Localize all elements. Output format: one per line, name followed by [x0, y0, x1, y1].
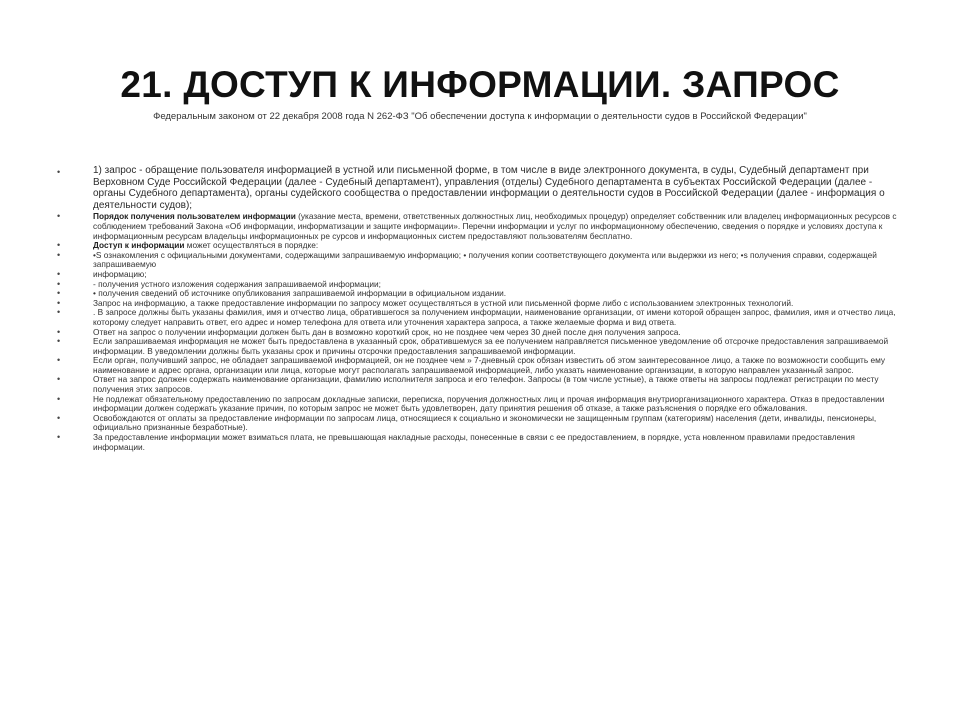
- list-item: [55, 414, 905, 433]
- list-item: [55, 337, 905, 356]
- list-item: [55, 212, 905, 241]
- list-item-bold-text: Доступ к информации: [93, 240, 185, 251]
- list-item-text: Ответ на запрос должен содержать наименование организации, фамилию исполнителя запроса и его телефон. Запросы (в том числе устные), а также ответы на запросы подлежат регистрации по месту получения этих запросов.: [93, 374, 879, 395]
- list-item: [55, 308, 905, 327]
- list-item-text: Ответ на запрос о получении информации должен быть дан в возможно короткий срок, но не позднее чем через 30 дней после дня получения запроса.: [93, 326, 681, 337]
- list-item-text: Не подлежат обязательному предоставлению по запросам докладные записки, переписка, поручения должностных лиц и прочая информация внутриорганизационного характера. Отказ в предоставлении информации должен содержать указание причин, по которым запрос не может быть удовлетворен, дату принятия решения об отказе, а также разъяснения о порядке его обжалования.: [93, 393, 885, 414]
- list-item-text: . В запросе должны быть указаны фамилия, имя и отчество лица, обратившегося за получением информации, наименование организации, от имени которой обращен запрос, фамилия, имя и отчество лица, которому следует направить ответ, его адрес и номер телефона для ответа или уточнения характера запроса, а также желаемые форма и вид ответа.: [93, 307, 896, 327]
- list-item: [55, 356, 905, 375]
- bullet-icon: •: [57, 288, 61, 299]
- list-item-text: информацию;: [93, 268, 147, 279]
- list-item-text: Если запрашиваемая информация не может быть предоставлена в указанный срок, обратившемуся за ее получением направляется письменное уведомление об отсрочке предоставления запрашиваемой информации. В уведомлении должны быть указаны срок и причины отсрочки предоставления запрашиваемой информации.: [93, 336, 889, 356]
- bullet-icon: •: [57, 278, 61, 289]
- bullet-icon: •: [57, 393, 61, 404]
- bullet-icon: •: [57, 355, 61, 366]
- list-item-text: Освобождаются от оплаты за предоставление информации по запросам лица, относящиеся к социально и экономически не защищенным группам (категориям) населения (дети, инвалиды, пенсионеры, официально признанные безработные).: [93, 412, 877, 433]
- list-item: [55, 251, 905, 270]
- list-item-text: (указание места, времени, ответственных должностных лиц, необходимых процедур) определяет собственник или владелец информационных ресурсов с соблюдением требований Закона «Об информации, информатизации и защите информации». Перечни информации и услуг по информационному обеспечению, сведения о порядке и условиях доступа к информационным ресурсам владельцы информационных ре сурсов и информационных систем предоставляют пользователям бесплатно.: [93, 211, 897, 241]
- list-item: [55, 375, 905, 394]
- bullet-icon: •: [57, 336, 61, 347]
- bullet-icon: •: [57, 268, 61, 279]
- bullet-icon: •: [57, 307, 61, 318]
- bullet-icon: •: [57, 240, 61, 251]
- list-item: [55, 165, 905, 212]
- list-item-text: За предоставление информации может взиматься плата, не превышающая накладные расходы, понесенные в связи с ее предоставлением, в порядке, уста новленном правилами предоставления информации.: [93, 432, 855, 452]
- bullet-icon: •: [57, 297, 61, 308]
- bullet-icon: •: [57, 326, 61, 337]
- list-item-bold-text: Порядок получения пользователем информации: [93, 211, 296, 222]
- slide-subtitle: Федеральным законом от 22 декабря 2008 года N 262-ФЗ "Об обеспечении доступа к информации о деятельности судов в Российской Федерации": [153, 111, 807, 122]
- list-item: [55, 395, 905, 414]
- list-item-text: Если орган, получивший запрос, не обладает запрашиваемой информацией, он не позднее чем » 7-дневный срок обязан известить об этом заинтересованное лицо, а также по возможности сообщить ему наименование и адрес органа, организации или лица, которые могут располагать запрашиваемой информацией, либо указать наименование организации, в которую направлен указанный запрос.: [93, 355, 886, 375]
- slide-title: 21. ДОСТУП К ИНФОРМАЦИИ. ЗАПРОС: [120, 64, 840, 105]
- bullet-list: [55, 165, 905, 452]
- bullet-icon: •: [57, 374, 61, 385]
- bullet-icon: •: [57, 249, 61, 260]
- bullet-icon: •: [57, 211, 61, 222]
- list-item-text: может осуществляться в порядке:: [184, 240, 319, 251]
- bullet-icon: •: [57, 432, 61, 443]
- list-item: [55, 433, 905, 452]
- list-item-text: - получения устного изложения содержания запрашиваемой информации;: [93, 278, 381, 289]
- list-item-text: Запрос на информацию, а также предоставление информации по запросу может осуществляться в устной или письменной форме либо с использованием электронных технологий.: [93, 297, 794, 308]
- bullet-icon: •: [57, 412, 61, 423]
- list-item-text: 1) запрос - обращение пользователя информацией в устной или письменной форме, в том числе в виде электронного документа, в суды, Судебный департамент при Верховном Суде Российской Федерации (далее - Судебный департамент), управления (отделы) Судебного департамента в субъектах Российской Федерации (далее - органы Судебного департамента), органы судейского сообщества о предоставлении информации о деятельности судов в Российской Федерации (далее - информация о деятельности судов);: [93, 165, 885, 211]
- list-item-text: • получения сведений об источнике опубликования запрашиваемой информации в официальном издании.: [93, 288, 507, 299]
- bullet-icon: •: [57, 167, 61, 177]
- list-item-text: •S ознакомления с официальными документами, содержащими запрашиваемую информацию; • получения копии соответствующего документа или выдержки из него; •s получения справки, содержащей запрашиваемую: [93, 249, 877, 270]
